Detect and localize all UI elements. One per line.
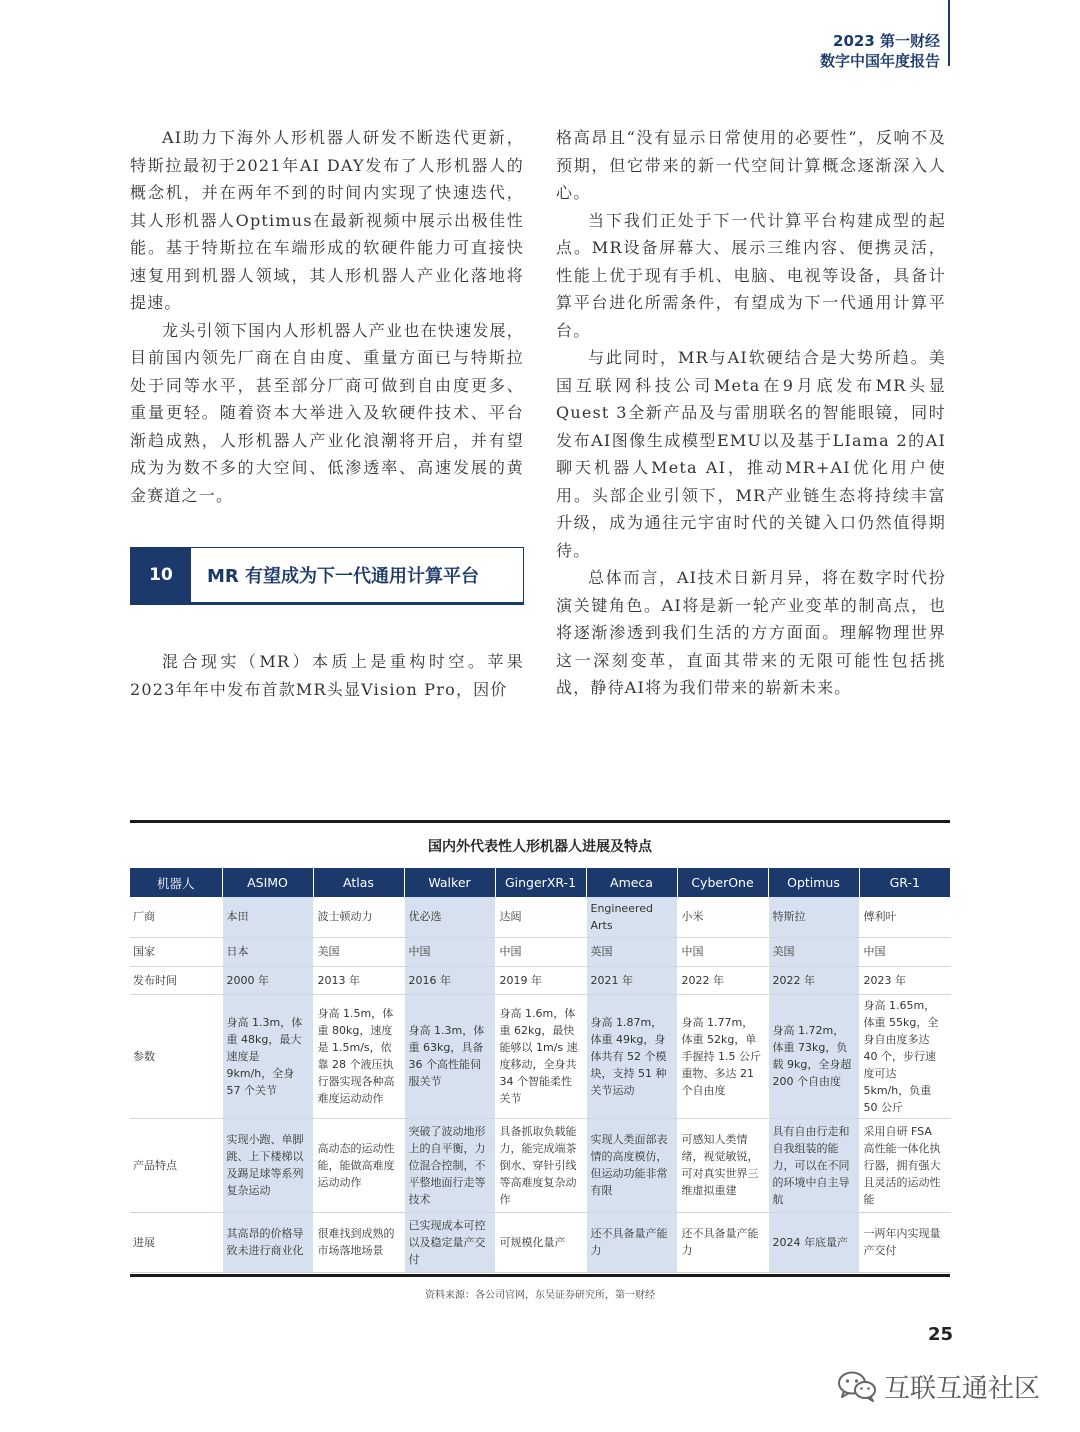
table-cell: 具有自由行走和自我组装的能力，可以在不同的环境中自主导航: [768, 1118, 859, 1212]
paragraph: 与此同时，MR与AI软硬结合是大势所趋。美国互联网科技公司Meta在9月底发布MR头显Quest 3全新产品及与雷朋联名的智能眼镜，同时发布AI图像生成模型EMU以及基于LIama 2的AI聊天机器人Meta AI，推动MR+AI优化用户使用。头部企业引领下，MR产业链生态将持续丰富升级，成为通往元宇宙时代的关键入口仍然值得期待。: [556, 348, 946, 560]
table-row: [130, 994, 950, 1118]
paragraph: 当下我们正处于下一代计算平台构建成型的起点。MR设备屏幕大、展示三维内容、便携灵活，性能上优于现有手机、电脑、电视等设备，具备计算平台进化所需条件，有望成为下一代通用计算平台。: [556, 210, 946, 340]
table-cell: 还不具备量产能力: [677, 1212, 768, 1272]
table-header-cell: Walker: [404, 868, 495, 897]
table-cell: 特斯拉: [768, 897, 859, 937]
header-report-title: 数字中国年度报告: [819, 52, 940, 70]
row-label: 发布时间: [130, 966, 222, 994]
table-cell: 美国: [313, 937, 404, 966]
table-cell: 本田: [222, 897, 313, 937]
table-header-cell: ASIMO: [222, 868, 313, 897]
table-cell: 很难找到成熟的市场落地场景: [313, 1212, 404, 1272]
right-column-body: [556, 124, 946, 702]
row-label: 国家: [130, 937, 222, 966]
table-header-cell: GR-1: [859, 868, 950, 897]
table-cell: 2022 年: [677, 966, 768, 994]
table-cell: 小米: [677, 897, 768, 937]
table-cell: 身高 1.77m，体重 52kg，单手握持 1.5 公斤重物、多达 21 个自由度: [677, 994, 768, 1118]
paragraph: AI助力下海外人形机器人研发不断迭代更新，特斯拉最初于2021年AI DAY发布了人形机器人的概念机，并在两年不到的时间内实现了快速迭代，其人形机器人Optimus在最新视频中展示出极佳性能。基于特斯拉在车端形成的软硬件能力可直接快速复用到机器人领域，其人形机器人产业化落地将提速。: [130, 128, 524, 312]
watermark: [836, 1366, 1040, 1406]
table-header-cell: Ameca: [586, 868, 677, 897]
table-row: [130, 897, 950, 937]
table-cell: 一两年内实现量产交付: [859, 1212, 950, 1272]
table-cell: 优必选: [404, 897, 495, 937]
table-header-cell: Atlas: [313, 868, 404, 897]
table-header-cell: 机器人: [130, 868, 222, 897]
table-cell: 2019 年: [495, 966, 586, 994]
paragraph: 龙头引领下国内人形机器人产业也在快速发展，目前国内领先厂商在自由度、重量方面已与特斯拉处于同等水平，甚至部分厂商可做到自由度更多、重量更轻。随着资本大举进入及软硬件技术、平台渐趋成熟，人形机器人产业化浪潮将开启，并有望成为为数不多的大空间、低渗透率、高速发展的黄金赛道之一。: [130, 320, 524, 505]
paragraph: 总体而言，AI技术日新月异，将在数字时代扮演关键角色。AI将是新一轮产业变革的制高点，也将逐渐渗透到我们生活的方方面面。理解物理世界这一深刻变革，直面其带来的无限可能性包括挑战，静待AI将为我们带来的崭新未来。: [556, 568, 946, 697]
table-cell: 身高 1.6m，体重 62kg，最快能够以 1m/s 速度移动，全身共 34 个智能柔性关节: [495, 994, 586, 1118]
paragraph-continuation: 格高昂且“没有显示日常使用的必要性”，反响不及预期，但它带来的新一代空间计算概念逐渐深入人心。: [556, 128, 946, 202]
table-cell: 身高 1.72m，体重 73kg，负载 9kg，全身超 200 个自由度: [768, 994, 859, 1118]
table-cell: 2000 年: [222, 966, 313, 994]
table-cell: 还不具备量产能力: [586, 1212, 677, 1272]
table-cell: 身高 1.65m，体重 55kg，全身自由度多达 40 个，步行速度可达 5km/h，负重 50 公斤: [859, 994, 950, 1118]
table-cell: 日本: [222, 937, 313, 966]
table-title: 国内外代表性人形机器人进展及特点: [428, 839, 652, 855]
table-cell: 高动态的运动性能，能做高难度运动动作: [313, 1118, 404, 1212]
table-top-rule: [130, 820, 950, 823]
table-cell: 实现小跑、单脚跳、上下楼梯以及踢足球等系列复杂运动: [222, 1118, 313, 1212]
table-cell: 2013 年: [313, 966, 404, 994]
section-title: MR 有望成为下一代通用计算平台: [207, 566, 480, 587]
table-cell: 实现人类面部表情的高度模仿，但运动功能非常有限: [586, 1118, 677, 1212]
table-row: [130, 966, 950, 994]
table-header-cell: CyberOne: [677, 868, 768, 897]
row-label: 厂商: [130, 897, 222, 937]
table-cell: 达闼: [495, 897, 586, 937]
table-cell: 其高昂的价格导致未进行商业化: [222, 1212, 313, 1272]
header-rule: [948, 0, 950, 66]
section-number: 10: [131, 548, 191, 602]
table-header-row: [130, 868, 950, 897]
table-cell: 2022 年: [768, 966, 859, 994]
table-row: [130, 1212, 950, 1272]
table-row: [130, 937, 950, 966]
table-cell: 中国: [677, 937, 768, 966]
row-label: 参数: [130, 994, 222, 1118]
left-column-after-section: [130, 648, 524, 703]
table-cell: 中国: [495, 937, 586, 966]
table-cell: 傅利叶: [859, 897, 950, 937]
table-cell: 波士顿动力: [313, 897, 404, 937]
table-cell: 2023 年: [859, 966, 950, 994]
row-label: 产品特点: [130, 1118, 222, 1212]
table-cell: 中国: [859, 937, 950, 966]
table-cell: 中国: [404, 937, 495, 966]
table-cell: 突破了波动地形上的自平衡，力位混合控制，不平整地面行走等技术: [404, 1118, 495, 1212]
header-year-title: 2023 第一财经: [833, 32, 940, 50]
table-cell: 2024 年底量产: [768, 1212, 859, 1272]
watermark-text: 互联互通社区: [884, 1373, 1041, 1404]
table-cell: 身高 1.87m，体重 49kg，身体共有 52 个模块，支持 51 种关节运动: [586, 994, 677, 1118]
table-cell: 具备抓取负载能力，能完成端茶倒水、穿针引线等高难度复杂动作: [495, 1118, 586, 1212]
row-label: 进展: [130, 1212, 222, 1272]
page-number: 25: [928, 1324, 954, 1345]
table-bottom-rule: [130, 1274, 950, 1277]
table-header-cell: Optimus: [768, 868, 859, 897]
table-cell: 身高 1.5m，体重 80kg，速度是 1.5m/s，依靠 28 个液压执行器实现各种高难度运动动作: [313, 994, 404, 1118]
table-cell: 美国: [768, 937, 859, 966]
paragraph: 混合现实（MR）本质上是重构时空。苹果2023年年中发布首款MR头显Vision Pro，因价: [130, 652, 524, 699]
table-row: [130, 1118, 950, 1212]
table-cell: 可感知人类情绪，视觉敏锐，可对真实世界三维虚拟重建: [677, 1118, 768, 1212]
table-cell: Engineered Arts: [586, 897, 677, 937]
table-cell: 英国: [586, 937, 677, 966]
table-cell: 2016 年: [404, 966, 495, 994]
table-cell: 2021 年: [586, 966, 677, 994]
table-cell: 可规模化量产: [495, 1212, 586, 1272]
section-heading: [130, 547, 524, 605]
left-column-body: [130, 124, 524, 509]
table-cell: 身高 1.3m，体重 48kg，最大速度是 9km/h，全身 57 个关节: [222, 994, 313, 1118]
wechat-icon: [836, 1369, 878, 1403]
table-source-note: 资料来源：各公司官网，东吴证券研究所，第一财经: [425, 1290, 655, 1301]
table-cell: 身高 1.3m，体重 63kg，具备 36 个高性能伺服关节: [404, 994, 495, 1118]
robot-comparison-table: [130, 868, 951, 1273]
table-cell: 采用自研 FSA 高性能一体化执行器，拥有强大且灵活的运动性能: [859, 1118, 950, 1212]
table-cell: 已实现成本可控以及稳定量产交付: [404, 1212, 495, 1272]
table-header-cell: GingerXR-1: [495, 868, 586, 897]
